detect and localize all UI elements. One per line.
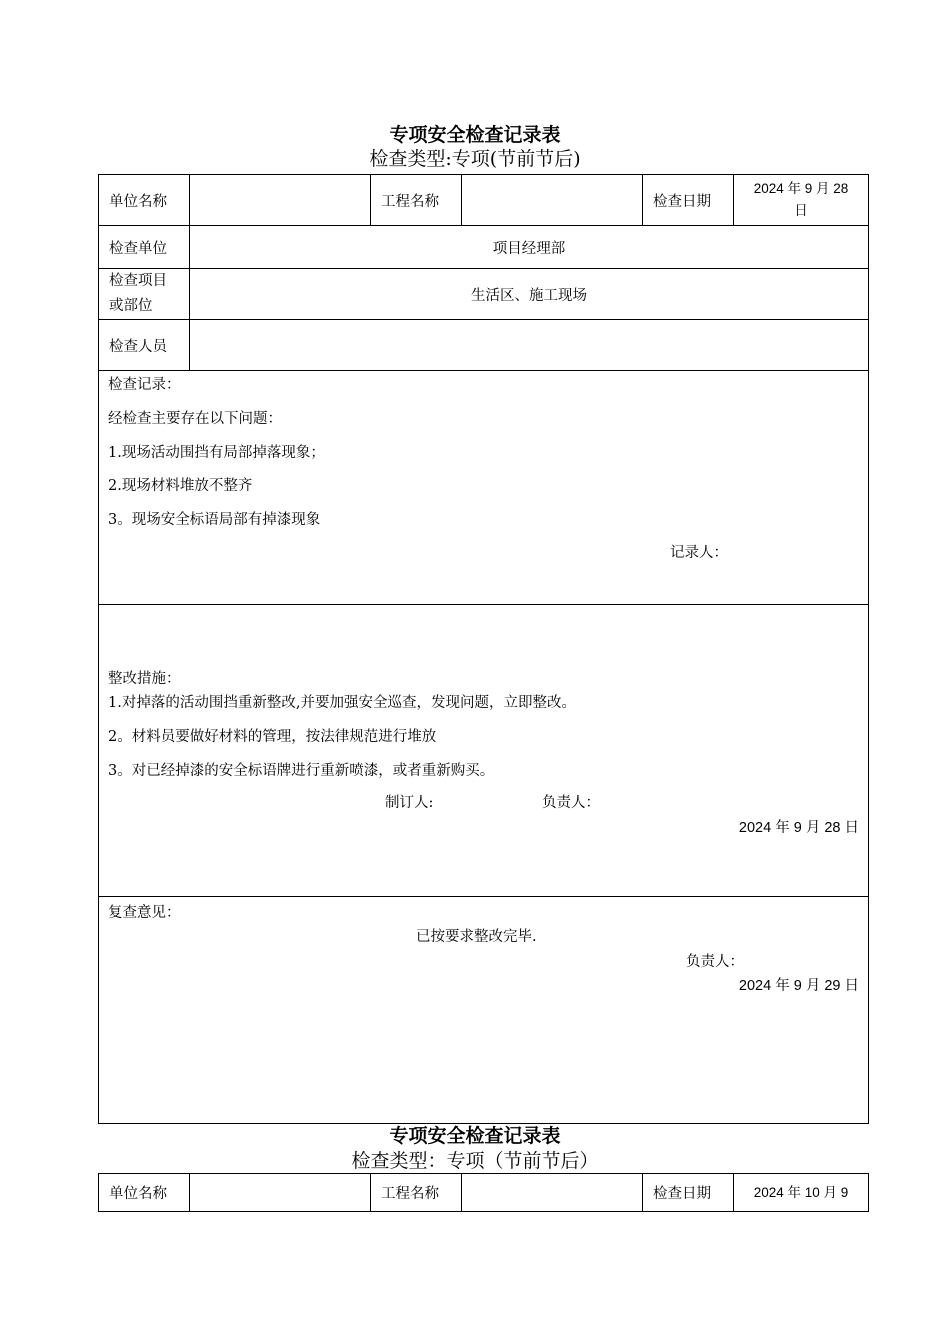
record-row (99, 371, 869, 605)
unit-name-label: 单位名称 (99, 175, 190, 226)
record-heading: 检查记录： (108, 377, 181, 393)
check-unit-row (99, 226, 869, 269)
check-item-label-1: 检查项目 (109, 273, 167, 289)
unit-name-value (190, 175, 371, 226)
project-name-value (462, 175, 643, 226)
form2-check-date-label: 检查日期 (643, 1174, 734, 1212)
form1-title: 专项安全检查记录表 (389, 124, 561, 146)
rectification-item-3: 3。对已经掉漆的安全标语牌进行重新喷漆，或者重新购买。 (108, 763, 495, 779)
review-responsible-label: 负责人： (686, 954, 744, 970)
review-content: 已按要求整改完毕. (416, 929, 537, 945)
check-date-line1: 2024 年 9 月 28 (753, 181, 849, 196)
inspector-label: 检查人员 (99, 320, 190, 371)
check-unit-label: 检查单位 (99, 226, 190, 269)
form1-header-row (99, 175, 869, 226)
form2-check-date-value: 2024 年 10 月 9 (734, 1174, 869, 1212)
form2-header-row (99, 1174, 869, 1212)
check-item-row (99, 269, 869, 320)
review-row (99, 897, 869, 1124)
form2-title: 专项安全检查记录表 (389, 1125, 561, 1147)
check-item-label-2: 或部位 (109, 298, 153, 314)
form2-unit-name-value (190, 1174, 371, 1212)
rectification-responsible-label: 负责人： (542, 795, 600, 811)
form2-subtitle: 检查类型：专项（节前节后） (351, 1150, 599, 1172)
maker-label: 制订人: (385, 795, 434, 811)
rectification-item-1: 1.对掉落的活动围挡重新整改,并要加强安全巡查，发现问题，立即整改。 (108, 695, 576, 711)
rectification-date: 2024 年 9 月 28 日 (738, 820, 859, 836)
rectification-block (99, 605, 869, 897)
rectification-item-2: 2。材料员要做好材料的管理，按法律规范进行堆放 (108, 729, 437, 745)
record-intro: 经检查主要存在以下问题： (108, 411, 282, 427)
record-block (99, 371, 869, 605)
form2-unit-name-label: 单位名称 (99, 1174, 190, 1212)
record-item-2: 2.现场材料堆放不整齐 (108, 478, 253, 494)
inspector-value (190, 320, 869, 371)
form1-subtitle: 检查类型:专项(节前节后) (369, 148, 581, 170)
check-date-label: 检查日期 (643, 175, 734, 226)
check-date-value (734, 175, 869, 226)
check-item-label (99, 269, 190, 320)
project-name-label: 工程名称 (371, 175, 462, 226)
form2-table (98, 1173, 869, 1212)
record-item-1: 1.现场活动围挡有局部掉落现象； (108, 445, 325, 461)
rectification-heading: 整改措施： (108, 671, 181, 687)
check-unit-value: 项目经理部 (190, 226, 869, 269)
check-item-value: 生活区、施工现场 (190, 269, 869, 320)
rectification-row (99, 605, 869, 897)
form2-project-name-label: 工程名称 (371, 1174, 462, 1212)
check-date-line2: 日 (794, 203, 808, 218)
review-date: 2024 年 9 月 29 日 (738, 978, 859, 994)
form2-project-name-value (462, 1174, 643, 1212)
record-item-3: 3。现场安全标语局部有掉漆现象 (108, 512, 321, 528)
review-block (99, 897, 869, 1124)
recorder-label: 记录人： (670, 545, 728, 561)
inspector-row (99, 320, 869, 371)
form1-table (98, 174, 869, 1124)
review-heading: 复查意见： (108, 905, 181, 921)
